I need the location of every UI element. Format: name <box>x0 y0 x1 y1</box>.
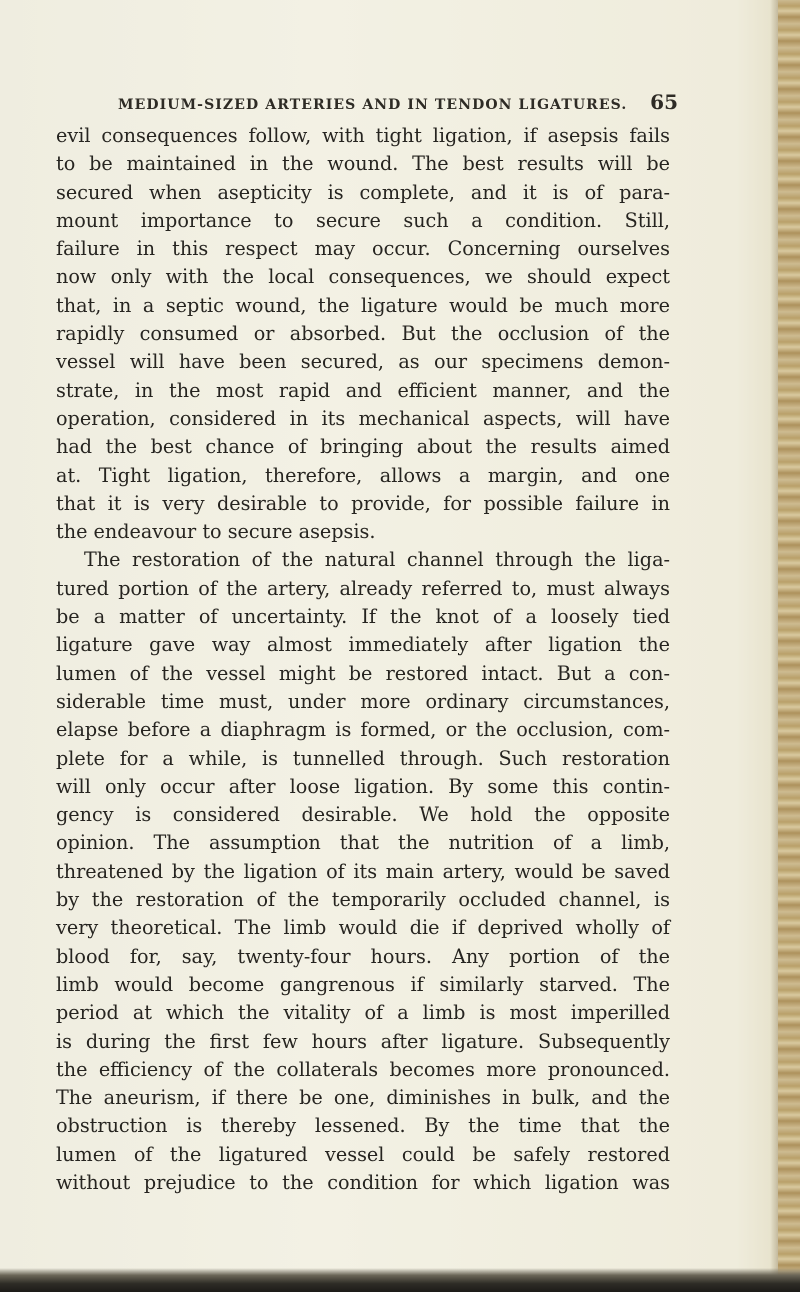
text-line: lumen of the ligatured vessel could be safely restored <box>56 1142 670 1166</box>
text-line: strate, in the most rapid and efficient manner, and the <box>56 378 670 402</box>
text-line: tured portion of the artery, already referred to, must always <box>56 576 670 600</box>
text-line: secured when asepticity is complete, and it is of para- <box>56 180 670 204</box>
text-line: obstruction is thereby lessened. By the time that the <box>56 1114 670 1138</box>
body-text <box>56 122 670 1197</box>
text-line: had the best chance of bringing about the results aimed <box>56 435 670 459</box>
text-line: is during the first few hours after ligature. Subsequently <box>56 1029 670 1053</box>
text-line: mount importance to secure such a condition. Still, <box>56 208 670 232</box>
book-binding-edge <box>778 0 800 1292</box>
text-line: be a matter of uncertainty. If the knot of a loosely tied <box>56 605 670 629</box>
text-line: failure in this respect may occur. Concerning ourselves <box>56 237 670 261</box>
text-line: without prejudice to the condition for which ligation was <box>56 1170 670 1194</box>
text-line: operation, considered in its mechanical aspects, will have <box>56 406 670 430</box>
text-line: opinion. The assumption that the nutrition of a limb, <box>56 831 670 855</box>
text-line: ligature gave way almost immediately after ligation the <box>56 633 670 657</box>
page-header <box>118 90 678 114</box>
text-line: to be maintained in the wound. The best results will be <box>56 152 670 176</box>
text-line: at. Tight ligation, therefore, allows a margin, and one <box>56 463 670 487</box>
text-line: The aneurism, if there be one, diminishes in bulk, and the <box>56 1086 670 1110</box>
text-line: the efficiency of the collaterals becomes more pronounced. <box>56 1057 670 1081</box>
paragraph-start-line: The restoration of the natural channel through the liga- <box>84 548 670 572</box>
text-line: siderable time must, under more ordinary circumstances, <box>56 689 670 713</box>
text-line: threatened by the ligation of its main artery, would be saved <box>56 859 670 883</box>
text-line: very theoretical. The limb would die if deprived wholly of <box>56 916 670 940</box>
running-title: MEDIUM-SIZED ARTERIES AND IN TENDON LIGATURES. <box>118 97 628 113</box>
paragraph-end-line: the endeavour to secure asepsis. <box>56 520 376 544</box>
text-line: evil consequences follow, with tight ligation, if asepsis fails <box>56 124 670 147</box>
text-line: that it is very desirable to provide, for possible failure in <box>56 491 670 515</box>
page-bottom-shadow <box>0 1268 800 1292</box>
text-line: will only occur after loose ligation. By some this contin- <box>56 774 670 798</box>
text-line: period at which the vitality of a limb is most imperilled <box>56 1001 670 1025</box>
text-line: rapidly consumed or absorbed. But the occlusion of the <box>56 322 670 346</box>
text-line: elapse before a diaphragm is formed, or the occlusion, com- <box>56 718 670 742</box>
text-line: plete for a while, is tunnelled through. Such restoration <box>56 746 670 770</box>
text-line: limb would become gangrenous if similarly starved. The <box>56 972 670 996</box>
text-line: now only with the local consequences, we should expect <box>56 265 670 289</box>
page-number: 65 <box>650 90 678 114</box>
text-line: that, in a septic wound, the ligature would be much more <box>56 293 670 317</box>
text-line: by the restoration of the temporarily occluded channel, is <box>56 888 670 912</box>
text-line: vessel will have been secured, as our specimens demon- <box>56 350 670 374</box>
text-line: gency is considered desirable. We hold the opposite <box>56 803 670 827</box>
text-line: lumen of the vessel might be restored intact. But a con- <box>56 661 670 685</box>
text-line: blood for, say, twenty-four hours. Any portion of the <box>56 944 670 968</box>
